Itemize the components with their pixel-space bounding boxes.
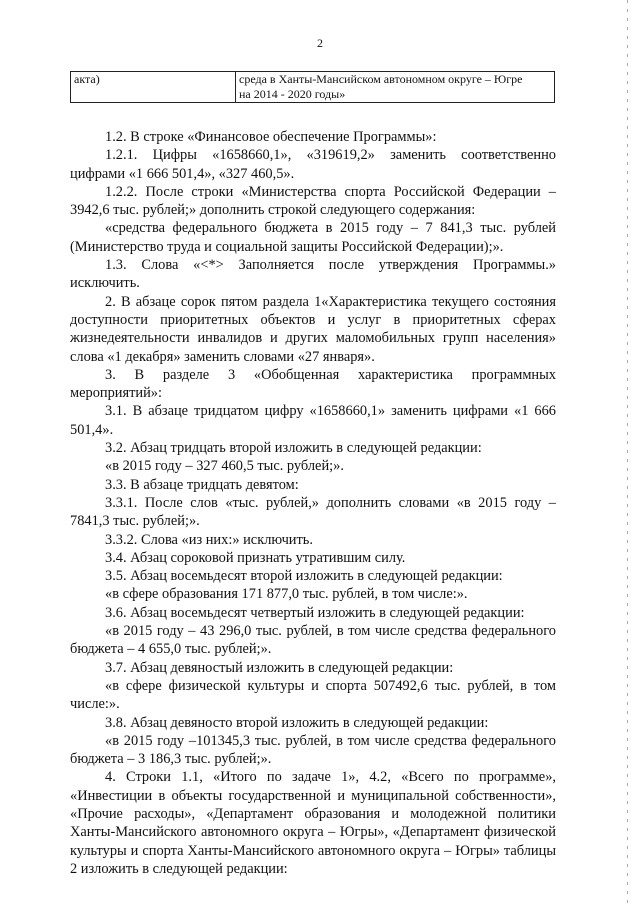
paragraph: 1.3. Слова «<*> Заполняется после утверждения Программы.» исключить.: [70, 257, 556, 292]
paragraph: «в 2015 году –101345,3 тыс. рублей, в том числе средства федерального бюджета – 3 186,3 тыс. рублей;».: [70, 732, 556, 768]
paragraph: 3.1. В абзаце тридцатом цифру «1658660,1» заменить цифрами «1 666 501,4».: [70, 403, 556, 438]
paragraph: 1.2. В строке «Финансовое обеспечение Программы»:: [105, 129, 437, 145]
table-cell-right-line1: среда в Ханты-Мансийском автономном округе – Югре: [239, 72, 523, 86]
paragraph: «средства федерального бюджета в 2015 году – 7 841,3 тыс. рублей (Министерство труда и социальной защиты Российской Федерации);».: [70, 220, 556, 255]
paragraph: 3.6. Абзац восемьдесят четвертый изложить в следующей редакции:: [105, 604, 525, 621]
paragraph: 1.2.1. Цифры «1658660,1», «319619,2» заменить соответственно цифрами «1 666 501,4», «327 460,5».: [70, 147, 556, 182]
paragraph: 1.2.2. После строки «Министерства спорта Российской Федерации – 3942,6 тыс. рублей;» дополнить строкой следующего содержания:: [70, 183, 556, 219]
paragraph: 4. Строки 1.1, «Итого по задаче 1», 4.2, «Всего по программе», «Инвестиции в объекты государственной и муниципальной собственности», «Прочие расходы», «Департамент образования и молодежной политики Ханты-Мансийского автономного округа – Югры», «Департамент физической культуры и спорта Ханты-Мансийского автономного округа – Югры» таблицы 2 изложить в следующей редакции:: [70, 769, 556, 877]
paragraph: «в сфере образования 171 877,0 тыс. рублей, в том числе:».: [105, 586, 468, 603]
paragraph: 3.8. Абзац девяносто второй изложить в следующей редакции:: [105, 714, 489, 731]
paragraph: 2. В абзаце сорок пятом раздела 1«Характеристика текущего состояния доступности приоритетных объектов и услуг в приоритетных сферах жизнедеятельности инвалидов и других маломобильных групп населения» слова «1 декабря» заменить словами «27 января».: [70, 293, 556, 365]
header-table: [70, 71, 555, 103]
paragraph: 3.5. Абзац восемьдесят второй изложить в следующей редакции:: [105, 568, 503, 585]
paragraph: 3.7. Абзац девяностый изложить в следующей редакции:: [105, 659, 454, 676]
table-cell-right: [236, 72, 555, 103]
table-cell-right-line2: на 2014 - 2020 годы»: [239, 87, 346, 101]
paragraph: 3. В разделе 3 «Обобщенная характеристика программных мероприятий»:: [70, 366, 556, 402]
table-cell-left: акта): [71, 72, 236, 103]
paragraph: 3.3. В абзаце тридцать девятом:: [105, 476, 299, 493]
table-row: [71, 72, 555, 103]
paragraph: 3.3.1. После слов «тыс. рублей,» дополнить словами «в 2015 году – 7841,3 тыс. рублей;».: [70, 494, 556, 530]
document-body: [70, 128, 556, 878]
paragraph: «в 2015 году – 43 296,0 тыс. рублей, в том числе средства федерального бюджета – 4 655,0 тыс. рублей;».: [70, 623, 556, 658]
paragraph: 3.4. Абзац сороковой признать утратившим силу.: [105, 549, 406, 566]
paragraph: «в сфере физической культуры и спорта 507492,6 тыс. рублей, в том числе:».: [70, 677, 556, 713]
scan-edge-line: [627, 0, 628, 905]
paragraph: 3.2. Абзац тридцать второй изложить в следующей редакции:: [105, 440, 482, 457]
page-number: 2: [317, 36, 323, 50]
paragraph: «в 2015 году – 327 460,5 тыс. рублей;».: [105, 458, 344, 475]
paragraph: 3.3.2. Слова «из них:» исключить.: [105, 531, 313, 548]
